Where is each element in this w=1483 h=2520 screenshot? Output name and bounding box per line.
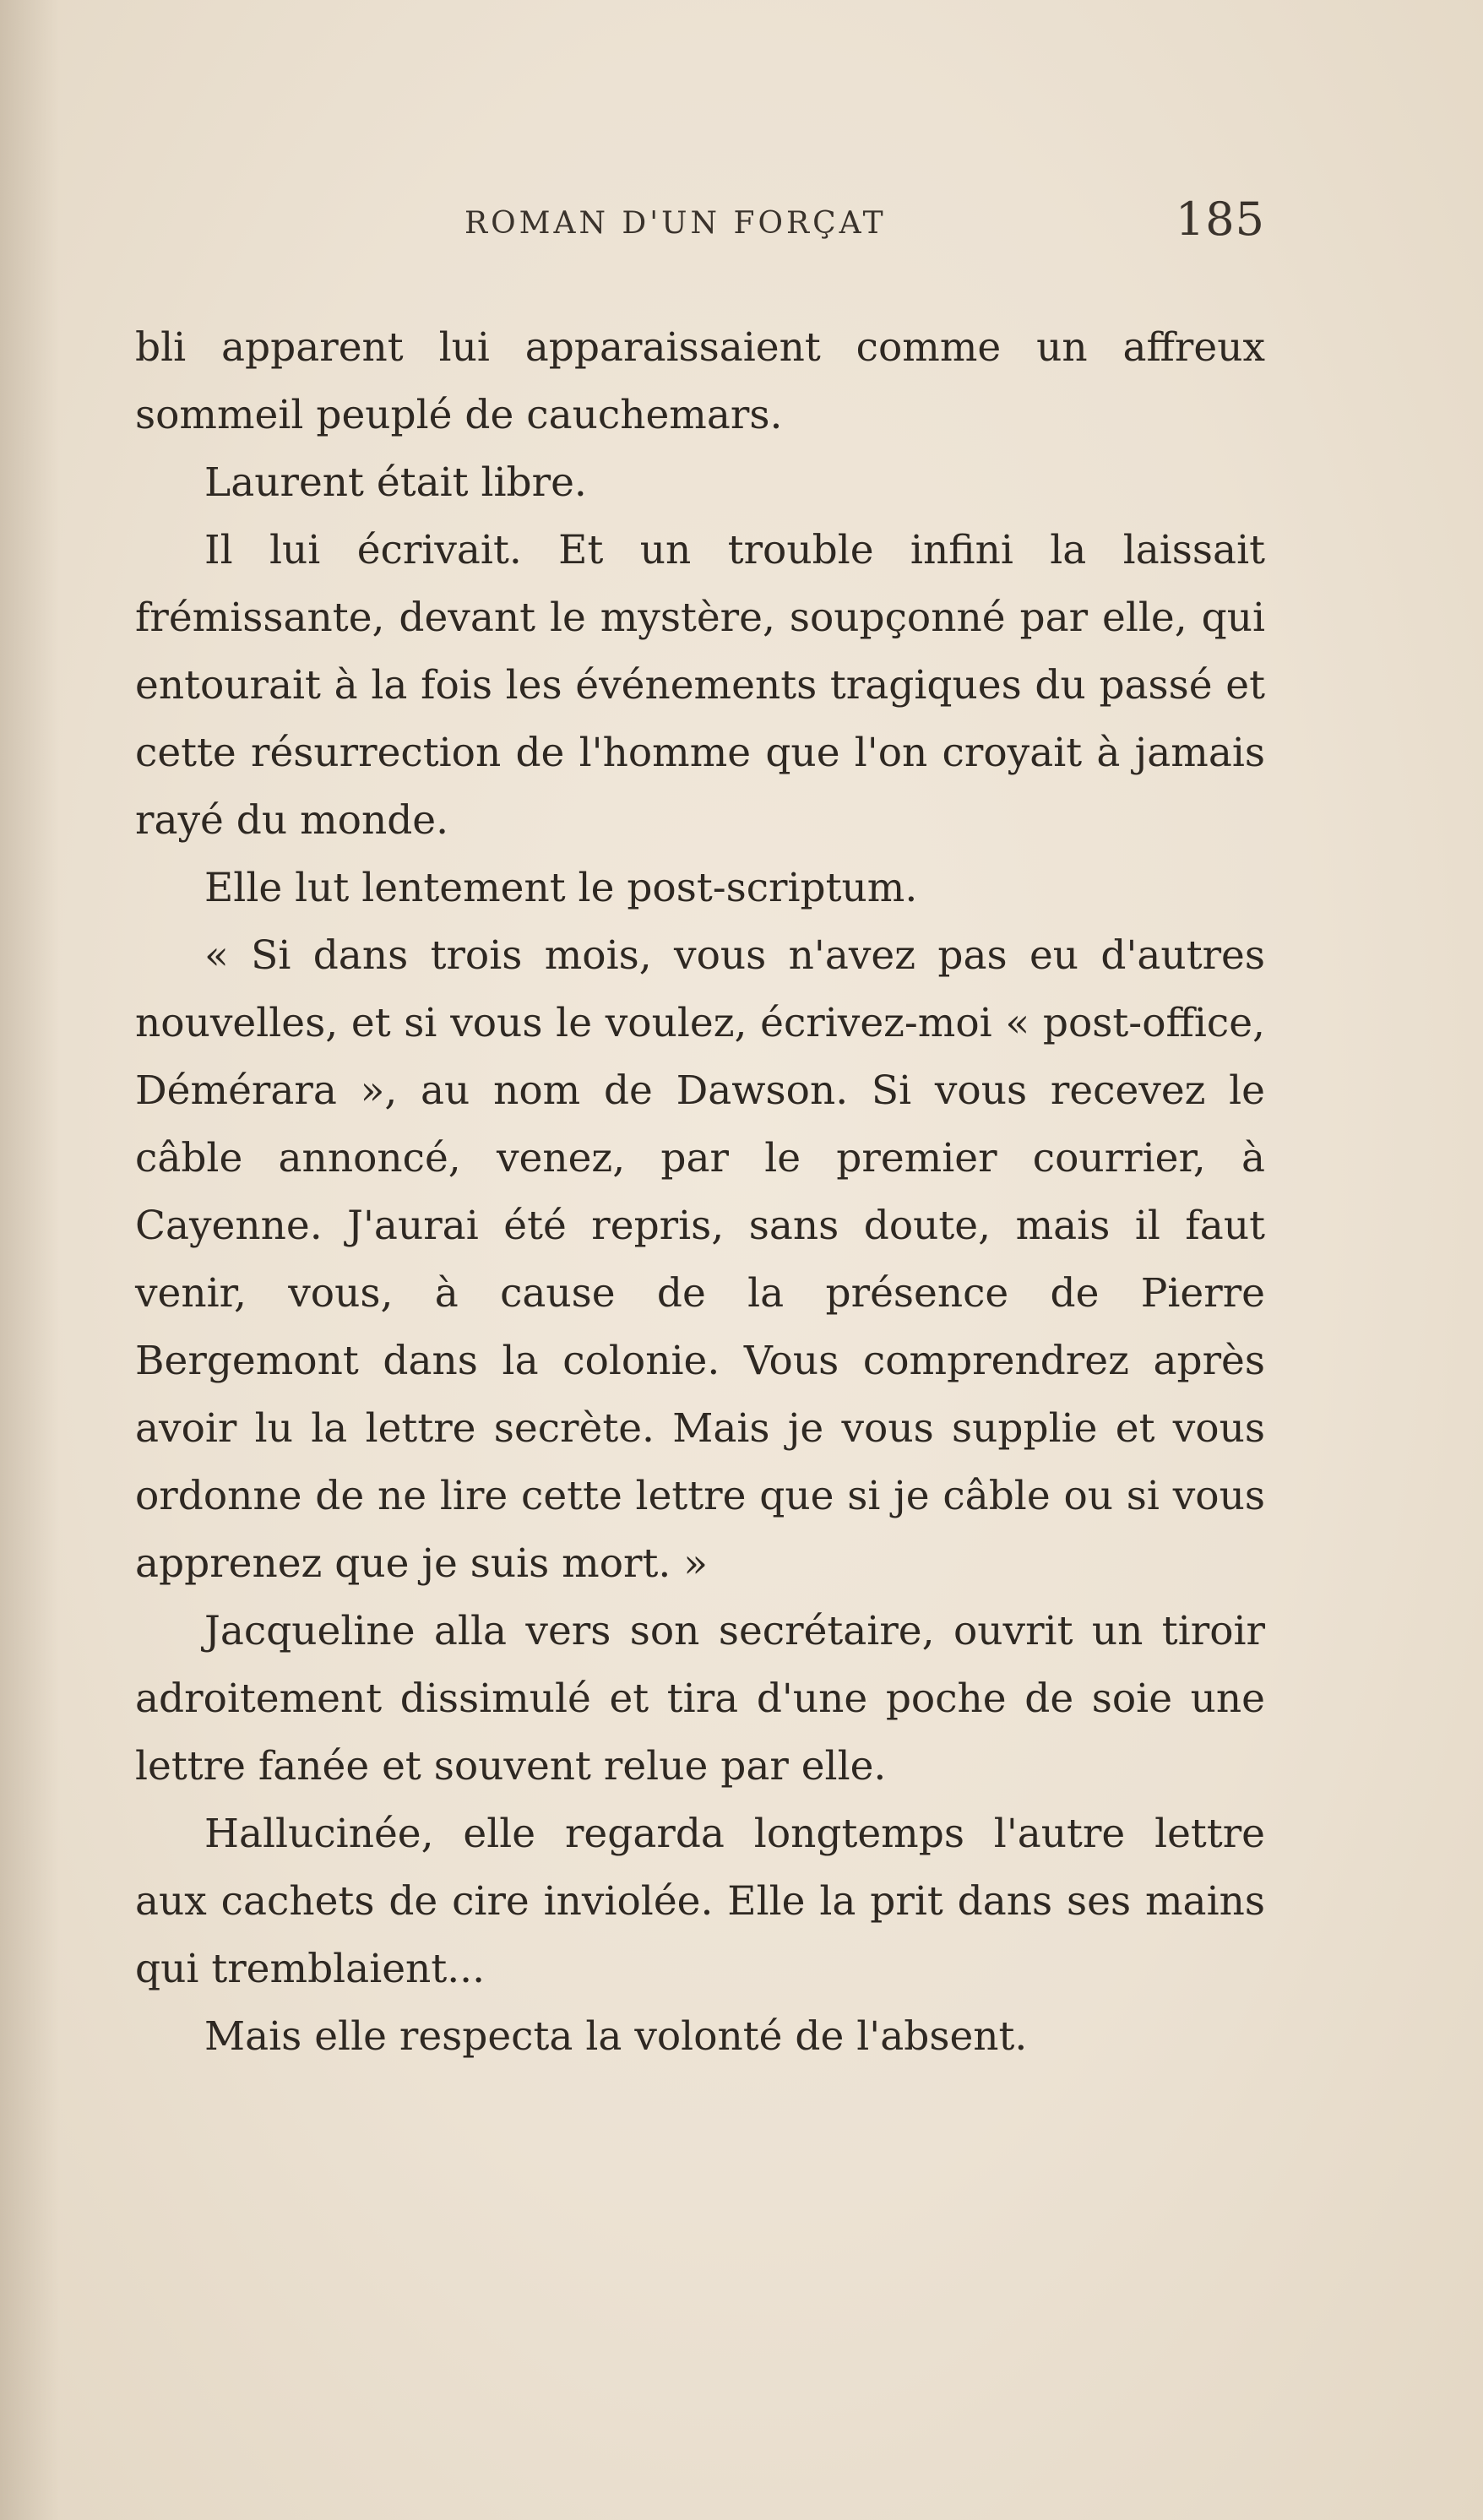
paragraph: Hallucinée, elle regarda longtemps l'autre lettre aux cachets de cire inviolée. Elle la prit dans ses mains qui tremblaient... [135, 1811, 1265, 1992]
paragraph: Jacqueline alla vers son secrétaire, ouvrit un tiroir adroitement dissimulé et tira d'une poche de soie une lettre fanée et souvent relue par elle. [135, 1608, 1265, 1790]
page-number: 185 [1175, 193, 1265, 246]
paragraph: Elle lut lentement le post-scriptum. [204, 865, 918, 911]
paragraph-continued: bli apparent lui apparaissaient comme un affreux sommeil peuplé de cauchemars. [135, 324, 1265, 438]
binding-shadow [0, 0, 59, 2520]
paragraph-quote: « Si dans trois mois, vous n'avez pas eu d'autres nouvelles, et si vous le voulez, écrivez-moi « post-office, Démérara », au nom de Dawson. Si vous recevez le câble annoncé, venez, par le premier courrier, à Cayenne. J'aurai été repris, sans doute, mais il faut venir, vous, à cause de la présence de Pierre Bergemont dans la colonie. Vous comprendrez après avoir lu la lettre secrète. Mais je vous supplie et vous ordonne de ne lire cette lettre que si je câble ou si vous apprenez que je suis mort. » [135, 932, 1265, 1587]
paragraph: Laurent était libre. [204, 459, 587, 506]
paragraph: Il lui écrivait. Et un trouble infini la laissait frémissante, devant le mystère, soupçonné par elle, qui entourait à la fois les événements tragiques du passé et cette résurrection de l'homme que l'on croyait à jamais rayé du monde. [135, 527, 1265, 844]
running-title: ROMAN D'UN FORÇAT [464, 206, 887, 241]
page-header [211, 187, 1265, 255]
body-text [135, 314, 1265, 2071]
paragraph: Mais elle respecta la volonté de l'absent. [204, 2013, 1028, 2060]
